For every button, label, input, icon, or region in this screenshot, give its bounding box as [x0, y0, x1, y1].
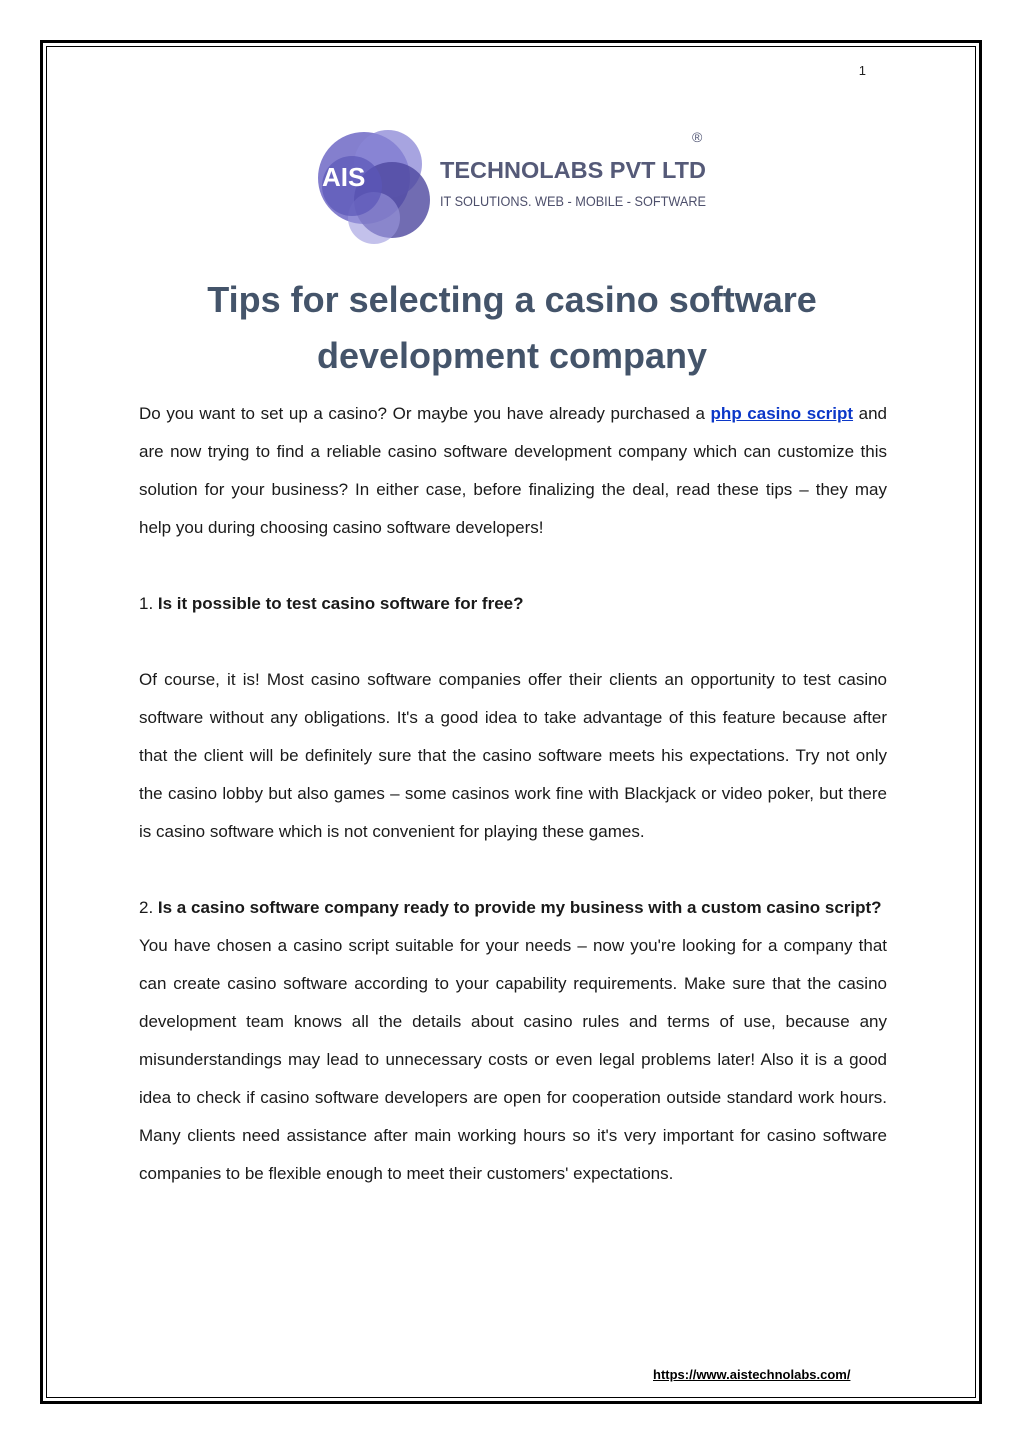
section-2-question: Is a casino software company ready to provide my business with a custom casino script?: [157, 898, 882, 917]
footer-website-link[interactable]: https://www.aistechnolabs.com/: [653, 1367, 851, 1382]
section-1-answer: Of course, it is! Most casino software companies offer their clients an opportunity to test casino software without any obligations. It's a good idea to take advantage of this feature because after that the client will be definitely sure that the casino software meets his expectations. Try not only the casino lobby but also games – some casinos work fine with Blackjack or video poker, but there is casino software which is not convenient for playing these games.: [139, 670, 887, 841]
section-1-number: 1.: [139, 594, 158, 613]
section-2-number: 2.: [139, 898, 158, 917]
article-body: [139, 395, 887, 1193]
intro-paragraph: [139, 395, 887, 547]
section-1-question: Is it possible to test casino software for free?: [157, 594, 524, 613]
logo-registered-mark: ®: [692, 129, 703, 145]
intro-text-after: and are now trying to find a reliable casino software development company which can customize this solution for your business? In either case, before finalizing the deal, read these tips – they may help you during choosing casino software developers!: [139, 404, 888, 537]
logo-tagline: IT SOLUTIONS. WEB - MOBILE - SOFTWARE: [440, 193, 706, 209]
title-line-2: development company: [316, 335, 708, 376]
ais-logo-graphic: [316, 126, 716, 244]
logo-company-name: TECHNOLABS PVT LTD: [440, 157, 706, 183]
page-number: 1: [858, 63, 866, 78]
intro-text-before: Do you want to set up a casino? Or maybe you have already purchased a: [139, 404, 711, 423]
section-2-heading: [139, 889, 887, 927]
title-line-1: Tips for selecting a casino software: [207, 279, 817, 320]
company-logo: [316, 126, 716, 244]
logo-mark: AIS: [322, 162, 366, 192]
page-title: [100, 272, 924, 384]
section-1-heading: [139, 585, 887, 623]
section-2-answer: You have chosen a casino script suitable for your needs – now you're looking for a company that can create casino software according to your capability requirements. Make sure that the casino development team knows all the details about casino rules and terms of use, because any misunderstandings may lead to unnecessary costs or even legal problems later! Also it is a good idea to check if casino software developers are open for cooperation outside standard work hours. Many clients need assistance after main working hours so it's very important for casino software companies to be flexible enough to meet their customers' expectations.: [139, 936, 887, 1183]
php-casino-script-link[interactable]: php casino script: [710, 404, 854, 423]
